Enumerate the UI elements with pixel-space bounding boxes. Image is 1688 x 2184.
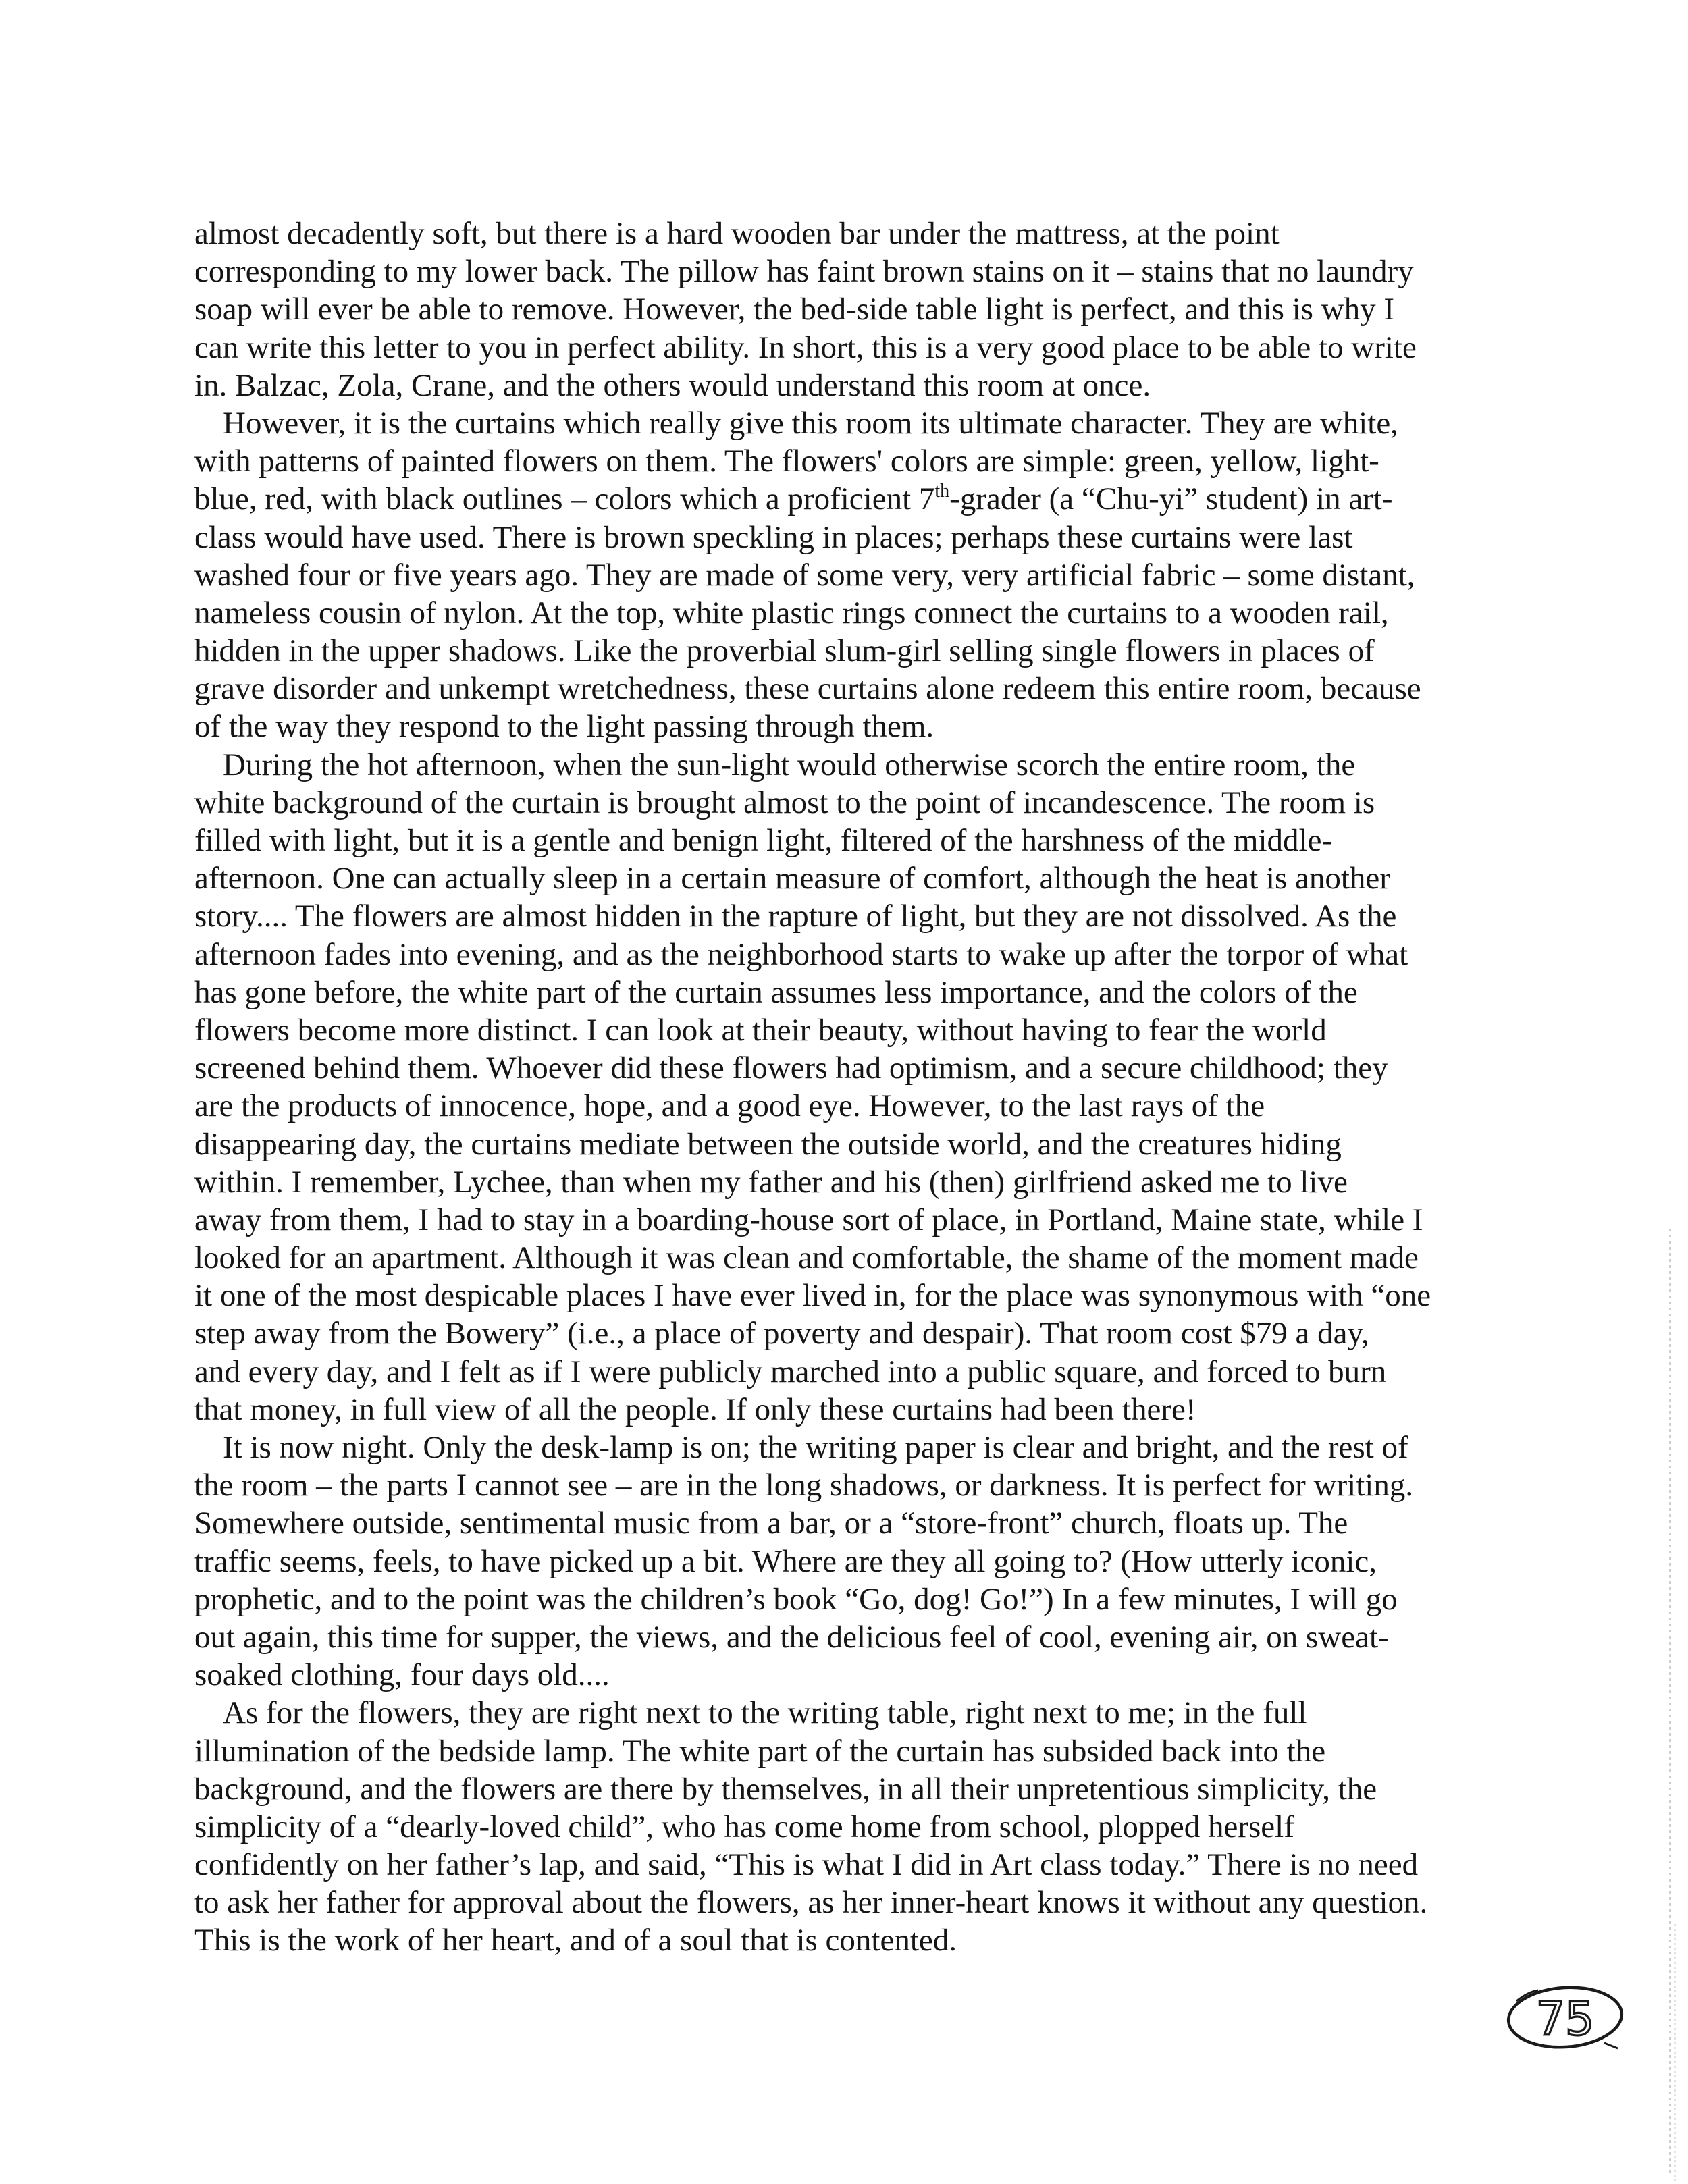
text-line-content: it one of the most despicable places I have ever lived in, for the place was synonymous with “one	[194, 1278, 1431, 1314]
text-line	[194, 1884, 1511, 1921]
text-line	[194, 708, 1511, 745]
text-line	[194, 1011, 1511, 1049]
text-line-content: story.... The flowers are almost hidden in the rapture of light, but they are not dissolved. As the	[194, 899, 1397, 934]
text-line-content: nameless cousin of nylon. At the top, white plastic rings connect the curtains to a wooden rail,	[194, 595, 1389, 631]
scan-edge-artifact-2	[1674, 1924, 1676, 2181]
text-line-content: filled with light, but it is a gentle and benign light, filtered of the harshness of the middle-	[194, 823, 1333, 858]
handwritten-page-number	[1503, 1978, 1631, 2058]
text-line-content: in. Balzac, Zola, Crane, and the others would understand this room at once.	[194, 367, 1151, 403]
text-line-content: confidently on her father’s lap, and said, “This is what I did in Art class today.” There is no need	[194, 1847, 1419, 1883]
text-line-content: Somewhere outside, sentimental music from a bar, or a “store-front” church, floats up. The	[194, 1506, 1348, 1541]
text-line	[194, 1618, 1511, 1656]
text-line	[194, 1125, 1511, 1163]
text-line	[194, 1580, 1511, 1618]
text-line	[194, 367, 1511, 404]
text-line	[194, 1239, 1511, 1277]
text-line	[194, 215, 1511, 252]
text-line-content: afternoon fades into evening, and as the neighborhood starts to wake up after the torpor of what	[194, 936, 1408, 972]
text-line	[194, 1353, 1511, 1391]
text-line	[194, 1201, 1511, 1239]
text-line-content: washed four or five years ago. They are made of some very, very artificial fabric – some distant,	[194, 557, 1415, 593]
text-line	[194, 784, 1511, 822]
text-line	[194, 1314, 1511, 1352]
text-line-content: out again, this time for supper, the views, and the delicious feel of cool, evening air, on sweat-	[194, 1619, 1389, 1655]
text-line	[194, 632, 1511, 670]
text-line	[194, 1808, 1511, 1846]
text-line-content: blue, red, with black outlines – colors which a proficient 7	[194, 481, 935, 517]
text-line-content: that money, in full view of all the people. If only these curtains had been there!	[194, 1391, 1196, 1427]
text-line	[194, 897, 1511, 935]
text-line-content: background, and the flowers are there by themselves, in all their unpretentious simplicity, the	[194, 1771, 1377, 1807]
text-line-content: screened behind them. Whoever did these flowers had optimism, and a secure childhood; they	[194, 1050, 1388, 1086]
text-line-content: to ask her father for approval about the flowers, as her inner-heart knows it without any question.	[194, 1885, 1428, 1921]
text-line	[194, 1694, 1511, 1732]
text-line-content: has gone before, the white part of the curtain assumes less importance, and the colors of the	[194, 974, 1358, 1010]
text-line-content: step away from the Bowery” (i.e., a place of poverty and despair). That room cost $79 a day,	[194, 1316, 1369, 1352]
text-line	[194, 1466, 1511, 1504]
text-line	[194, 404, 1511, 442]
text-line	[194, 859, 1511, 897]
text-line-content: almost decadently soft, but there is a hard wooden bar under the mattress, at the point	[194, 216, 1280, 251]
text-line-content: During the hot afternoon, when the sun-light would otherwise scorch the entire room, the	[223, 747, 1356, 782]
text-line	[194, 1277, 1511, 1314]
text-line	[194, 594, 1511, 632]
text-line-content: and every day, and I felt as if I were publicly marched into a public square, and forced to burn	[194, 1354, 1387, 1389]
text-line	[194, 480, 1511, 518]
superscript: th	[934, 481, 950, 502]
text-line-content: traffic seems, feels, to have picked up a bit. Where are they all going to? (How utterly iconic,	[194, 1543, 1377, 1579]
text-line	[194, 1504, 1511, 1542]
text-line-content: afternoon. One can actually sleep in a certain measure of comfort, although the heat is another	[194, 861, 1390, 897]
text-line	[194, 1656, 1511, 1694]
text-line	[194, 556, 1511, 594]
text-line-content: soap will ever be able to remove. However, the bed-side table light is perfect, and this is why I	[194, 292, 1395, 327]
text-line-content: looked for an apartment. Although it was clean and comfortable, the shame of the moment made	[194, 1240, 1419, 1276]
text-line	[194, 252, 1511, 290]
text-line	[194, 822, 1511, 859]
text-line-content: within. I remember, Lychee, than when my father and his (then) girlfriend asked me to live	[194, 1164, 1348, 1200]
text-line-content: away from them, I had to stay in a boarding-house sort of place, in Portland, Maine state, while I	[194, 1202, 1423, 1237]
page-number-text: 75	[1535, 1993, 1595, 2046]
text-line	[194, 442, 1511, 480]
text-line-content: corresponding to my lower back. The pillow has faint brown stains on it – stains that no laundry	[194, 254, 1414, 290]
text-line	[194, 936, 1511, 974]
text-line	[194, 329, 1511, 367]
text-line-content: prophetic, and to the point was the children’s book “Go, dog! Go!”) In a few minutes, I will go	[194, 1581, 1398, 1617]
text-line	[194, 1543, 1511, 1580]
text-line	[194, 290, 1511, 328]
text-line	[194, 1049, 1511, 1087]
text-line-content: However, it is the curtains which really give this room its ultimate character. They are white,	[223, 405, 1398, 441]
text-line	[194, 1087, 1511, 1125]
text-line-content: It is now night. Only the desk-lamp is on; the writing paper is clear and bright, and the rest of	[223, 1430, 1408, 1465]
text-line-content: grave disorder and unkempt wretchedness, these curtains alone redeem this entire room, because	[194, 671, 1421, 707]
text-line-content: are the products of innocence, hope, and a good eye. However, to the last rays of the	[194, 1088, 1265, 1124]
text-line-content: flowers become more distinct. I can look at their beauty, without having to fear the world	[194, 1012, 1327, 1048]
text-line	[194, 974, 1511, 1011]
text-line-content: As for the flowers, they are right next to the writing table, right next to me; in the full	[223, 1695, 1307, 1731]
text-line	[194, 1770, 1511, 1808]
text-line-content: class would have used. There is brown speckling in places; perhaps these curtains were last	[194, 519, 1353, 555]
text-line-content: the room – the parts I cannot see – are in the long shadows, or darkness. It is perfect for writing.	[194, 1468, 1414, 1503]
text-line	[194, 746, 1511, 784]
body-text	[194, 215, 1511, 1960]
text-line-continuation: -grader (a “Chu-yi” student) in art-	[949, 481, 1393, 517]
text-line	[194, 518, 1511, 556]
text-line-content: with patterns of painted flowers on them. The flowers' colors are simple: green, yellow, light-	[194, 444, 1379, 479]
text-line-content: soaked clothing, four days old....	[194, 1657, 610, 1693]
text-line-content: hidden in the upper shadows. Like the proverbial slum-girl selling single flowers in places of	[194, 633, 1375, 669]
text-line-content: of the way they respond to the light passing through them.	[194, 709, 934, 745]
text-line	[194, 1732, 1511, 1770]
scan-edge-artifact	[1669, 1229, 1671, 2174]
text-line-content: This is the work of her heart, and of a soul that is contented.	[194, 1923, 957, 1959]
text-line	[194, 1921, 1511, 1959]
text-line	[194, 1391, 1511, 1429]
text-line	[194, 1846, 1511, 1884]
text-line	[194, 1163, 1511, 1201]
text-line-content: disappearing day, the curtains mediate between the outside world, and the creatures hiding	[194, 1126, 1342, 1162]
text-line	[194, 1429, 1511, 1466]
text-line-content: simplicity of a “dearly-loved child”, who has come home from school, plopped herself	[194, 1809, 1294, 1844]
text-line-content: illumination of the bedside lamp. The white part of the curtain has subsided back into the	[194, 1733, 1326, 1769]
text-line	[194, 670, 1511, 708]
text-line-content: white background of the curtain is brought almost to the point of incandescence. The room is	[194, 784, 1375, 820]
text-line-content: can write this letter to you in perfect ability. In short, this is a very good place to be able to write	[194, 329, 1417, 365]
